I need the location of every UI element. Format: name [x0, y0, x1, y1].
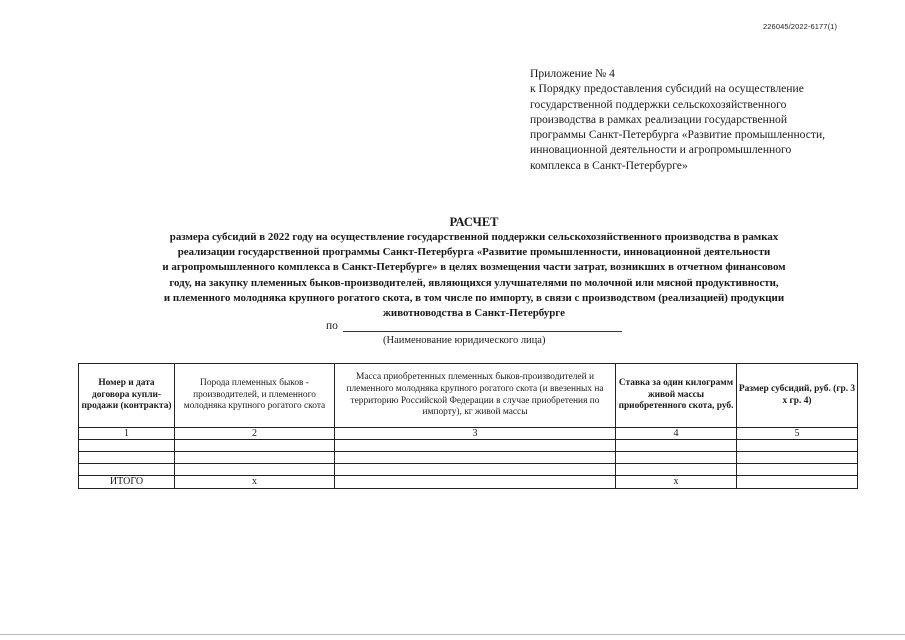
column-number: 5 — [737, 428, 858, 440]
title-line: размера субсидий в 2022 году на осуществление государственной поддержки сельскохозяйственного производства в рамках — [169, 231, 779, 243]
table-cell[interactable] — [79, 452, 175, 464]
title-line: реализации государственной программы Санкт-Петербурга «Развитие промышленности, инновационной деятельности — [177, 246, 771, 259]
table-cell[interactable] — [335, 440, 616, 452]
column-number: 2 — [175, 428, 335, 440]
table-cell[interactable] — [175, 452, 335, 464]
total-cell[interactable] — [737, 476, 858, 489]
calculation-table — [78, 363, 858, 489]
scan-edge-line — [0, 634, 905, 635]
column-number: 1 — [79, 428, 175, 440]
table-cell[interactable] — [79, 464, 175, 476]
appendix-line: программы Санкт-Петербурга «Развитие промышленности, — [530, 128, 826, 142]
document-registration-number: 226045/2022-6177(1) — [763, 22, 838, 31]
title-line: животноводства в Санкт-Петербурге — [383, 307, 565, 320]
table-cell[interactable] — [616, 452, 737, 464]
table-cell[interactable] — [335, 464, 616, 476]
table-row — [79, 440, 858, 452]
total-cell: х — [616, 476, 737, 489]
appendix-line: государственной поддержки сельскохозяйственного — [530, 97, 787, 111]
legal-entity-name-field[interactable] — [343, 331, 622, 332]
header-contract-number: Номер и дата договора купли-продажи (контракта) — [79, 364, 175, 428]
header-subsidy-amount: Размер субсидий, руб. (гр. 3 х гр. 4) — [737, 364, 858, 428]
appendix-line: комплекса в Санкт-Петербурге» — [530, 158, 688, 172]
po-label: по — [326, 320, 338, 332]
table-cell[interactable] — [737, 440, 858, 452]
table-row — [79, 452, 858, 464]
header-rate: Ставка за один килограмм живой массы приобретенного скота, руб. — [616, 364, 737, 428]
appendix-line: инновационной деятельности и агропромышленного — [530, 143, 792, 157]
total-cell[interactable] — [335, 476, 616, 489]
document-title — [96, 214, 852, 321]
appendix-header — [530, 66, 890, 173]
column-number: 4 — [616, 428, 737, 440]
table-cell[interactable] — [616, 464, 737, 476]
appendix-line: производства в рамках реализации государственной — [530, 112, 788, 126]
table-cell[interactable] — [79, 440, 175, 452]
title-line: и агропромышленного комплекса в Санкт-Петербурге» в целях возмещения части затрат, возникших в отчетном финансовом — [162, 261, 786, 274]
table-cell[interactable] — [175, 440, 335, 452]
table-cell[interactable] — [175, 464, 335, 476]
header-breed: Порода племенных быков - производителей, и племенного молодняка крупного рогатого скота — [175, 364, 335, 428]
header-mass: Масса приобретенных племенных быков-производителей и племенного молодняка крупного рогатого скота (и ввезенных на территорию Российской Федерации в случае приобретения по импорту), кг живой массы — [335, 364, 616, 428]
title-line: году, на закупку племенных быков-производителей, являющихся улучшателями по молочной или мясной продуктивности, — [169, 276, 779, 289]
appendix-line: к Порядку предоставления субсидий на осуществление — [530, 82, 804, 96]
title-line: и племенного молодняка крупного рогатого скота, в том числе по импорту, в связи с производством (реализацией) продукции — [163, 291, 785, 304]
table-cell[interactable] — [335, 452, 616, 464]
total-cell: х — [175, 476, 335, 489]
title-heading: РАСЧЕТ — [449, 215, 499, 229]
total-row — [79, 476, 858, 489]
table-cell[interactable] — [737, 464, 858, 476]
table-cell[interactable] — [737, 452, 858, 464]
table-row — [79, 464, 858, 476]
legal-entity-caption: (Наименование юридического лица) — [383, 335, 546, 346]
total-label: ИТОГО — [79, 476, 175, 489]
appendix-line: Приложение № 4 — [530, 67, 615, 80]
table-cell[interactable] — [616, 440, 737, 452]
column-number: 3 — [335, 428, 616, 440]
